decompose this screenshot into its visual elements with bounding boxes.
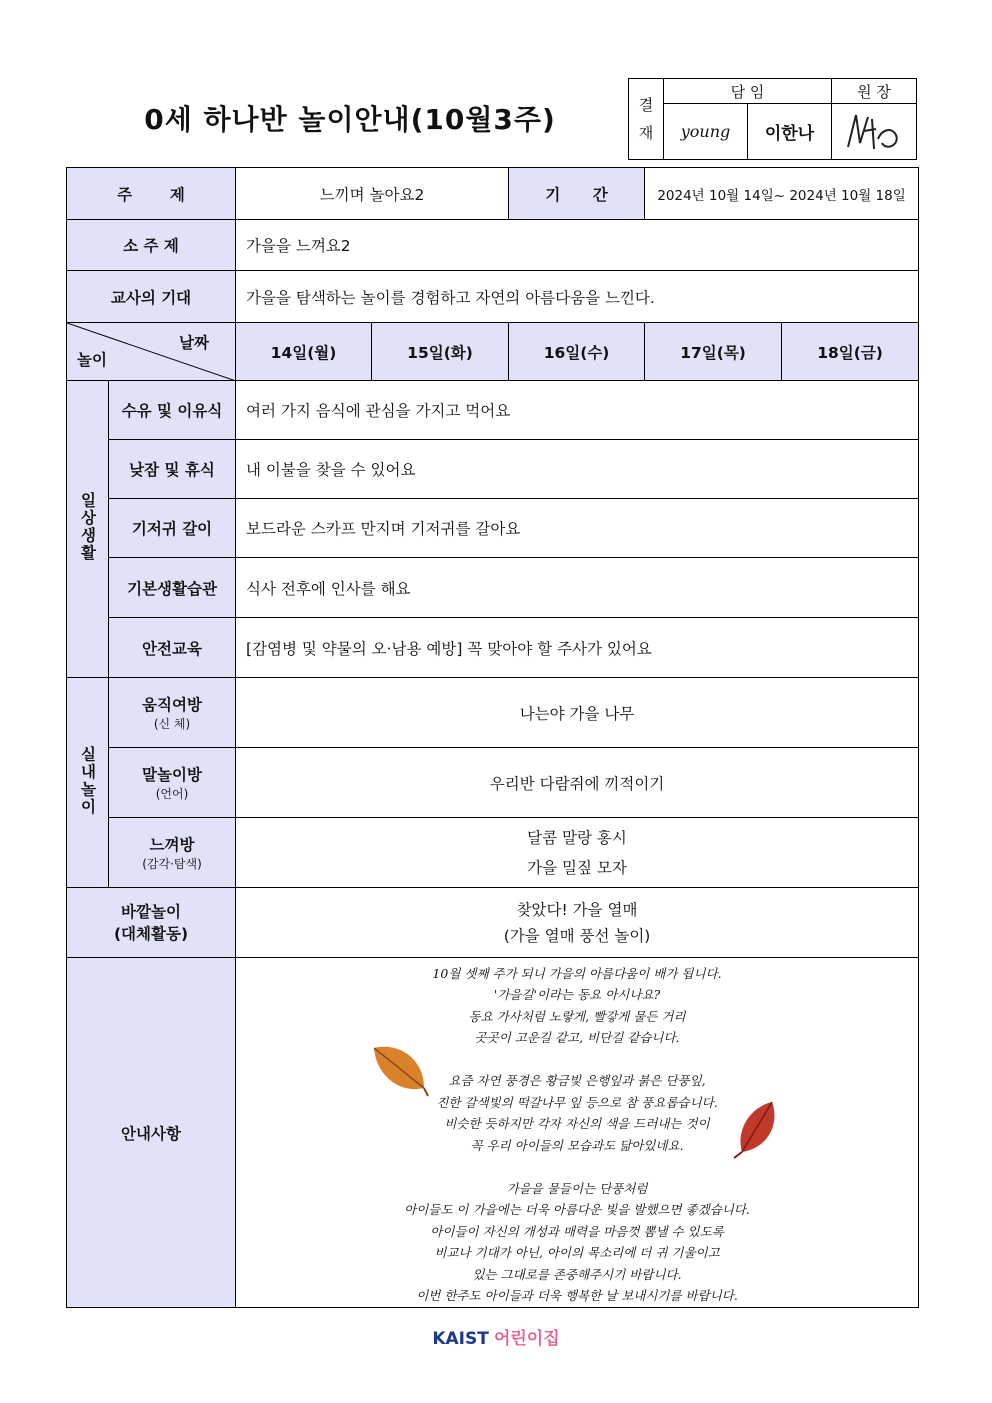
plan-table [66, 167, 919, 1308]
daily-row-label: 낮잠 및 휴식 [109, 440, 236, 499]
notice-line: 가을을 물들이는 단풍처럼 [506, 1180, 648, 1196]
indoor-row-value: 우리반 다람쥐에 끼적이기 [236, 748, 919, 818]
indoor-row-value [236, 818, 919, 888]
indoor-row-label [109, 748, 236, 818]
daily-row-value: [감염병 및 약물의 오·남용 예방] 꼭 맞아야 할 주사가 있어요 [236, 618, 919, 678]
expect-label: 교사의 기대 [67, 271, 236, 323]
footer-center: 어린이집 [493, 1329, 560, 1349]
director-header: 원 장 [832, 79, 917, 104]
outdoor-label [67, 888, 236, 958]
notice-line [236, 1156, 918, 1178]
indoor-row-label [109, 818, 236, 888]
daily-group-text: 일상생활 [78, 492, 97, 562]
diag-play-label: 놀이 [77, 351, 107, 369]
daily-row-label: 기저귀 갈이 [109, 499, 236, 558]
teacher-signature-2-text: 이한나 [764, 124, 815, 145]
day-header: 14일(월) [236, 323, 372, 381]
indoor-line: 달콤 말랑 홍시 [527, 828, 627, 847]
notice-label: 안내사항 [67, 958, 236, 1308]
diag-date-label: 날짜 [179, 334, 210, 352]
notice-line: 있는 그대로를 존중해주시기 바랍니다. [472, 1266, 682, 1282]
daily-row-label: 수유 및 이유식 [109, 381, 236, 440]
notice-body [236, 958, 919, 1308]
day-header: 16일(수) [509, 323, 645, 381]
indoor-row-title: 움직여방 [142, 696, 202, 714]
approval-gyeol: 결 [638, 96, 654, 114]
daily-row-value: 여러 가지 음식에 관심을 가지고 먹어요 [236, 381, 919, 440]
teacher-header: 담 임 [664, 79, 832, 104]
daily-group-label [67, 381, 109, 678]
notice-line [236, 1049, 918, 1071]
notice-line: 꼭 우리 아이들의 모습과도 닮아있네요. [470, 1137, 684, 1153]
teacher-signature-2 [748, 104, 832, 160]
notice-line: 비슷한 듯하지만 각자 자신의 색을 드러내는 것이 [444, 1116, 710, 1131]
notice-line: 이번 한주도 아이들과 더욱 행복한 날 보내시기를 바랍니다. [416, 1288, 738, 1303]
indoor-row-title: 느껴방 [149, 836, 195, 854]
notice-line: 아이들이 자신의 개성과 매력을 마음껏 뽐낼 수 있도록 [430, 1223, 724, 1239]
notice-text [236, 959, 918, 1307]
expect-value: 가을을 탐색하는 놀이를 경험하고 자연의 아름다움을 느낀다. [236, 271, 919, 323]
date-play-header [67, 323, 236, 381]
approval-label [629, 79, 664, 160]
notice-line: 아이들도 이 가을에는 더욱 아름다운 빛을 발했으면 좋겠습니다. [404, 1202, 750, 1217]
notice-line: 동요 가사처럼 노랗게, 빨갛게 물든 거리 [468, 1008, 686, 1024]
notice-line: '가을길'이라는 동요 아시나요? [493, 987, 661, 1002]
daily-row-label: 기본생활습관 [109, 558, 236, 618]
period-label: 기 간 [509, 168, 645, 220]
teacher-signature-1-text: young [680, 122, 731, 142]
approval-box [628, 78, 917, 160]
notice-line: 10월 셋째 주가 되니 가을의 아름다움이 배가 됩니다. [432, 965, 722, 981]
outdoor-line-1: 찾았다! 가을 열매 [516, 900, 638, 919]
indoor-row-value: 나는야 가을 나무 [236, 678, 919, 748]
page-title: 0세 하나반 놀이안내(10월3주) [144, 103, 556, 136]
notice-line: 요즘 자연 풍경은 황금빛 은행잎과 붉은 단풍잎, [448, 1073, 706, 1088]
footer-logo [0, 1324, 992, 1349]
outdoor-label-2: (대체활동) [113, 924, 189, 943]
footer-kaist: KAIST [432, 1329, 489, 1349]
indoor-row-sub: (언어) [155, 787, 189, 801]
notice-line: 진한 갈색빛의 떡갈나무 잎 등으로 참 풍요롭습니다. [436, 1094, 718, 1110]
indoor-row-sub: (감각·탐색) [142, 857, 202, 871]
indoor-row-label [109, 678, 236, 748]
director-signature [832, 104, 917, 160]
daily-row-value: 보드라운 스카프 만지며 기저귀를 갈아요 [236, 499, 919, 558]
indoor-group-label [67, 678, 109, 888]
daily-row-value: 식사 전후에 인사를 해요 [236, 558, 919, 618]
day-header: 15일(화) [372, 323, 509, 381]
subtheme-label: 소 주 제 [67, 220, 236, 271]
subtheme-value: 가을을 느껴요2 [236, 220, 919, 271]
theme-label: 주 제 [67, 168, 236, 220]
teacher-signature-1 [664, 104, 748, 160]
daily-row-value: 내 이불을 찾을 수 있어요 [236, 440, 919, 499]
day-header: 18일(금) [782, 323, 919, 381]
theme-value: 느끼며 놀아요2 [236, 168, 509, 220]
daily-row-label: 안전교육 [109, 618, 236, 678]
notice-line: 곳곳이 고운길 같고, 비단길 같습니다. [474, 1030, 680, 1045]
period-value: 2024년 10월 14일~ 2024년 10월 18일 [645, 168, 919, 220]
outdoor-line-2: (가을 열매 풍선 놀이) [503, 926, 651, 945]
notice-line: 비교나 기대가 아닌, 아이의 목소리에 더 귀 기울이고 [434, 1245, 720, 1260]
indoor-row-title: 말놀이방 [142, 766, 202, 784]
outdoor-value [236, 888, 919, 958]
day-header: 17일(목) [645, 323, 782, 381]
outdoor-label-1: 바깥놀이 [121, 902, 181, 921]
indoor-line: 가을 밀짚 모자 [527, 858, 627, 877]
indoor-group-text: 실내놀이 [78, 745, 97, 816]
approval-jae: 재 [638, 124, 654, 142]
signature-scribble-icon [842, 109, 906, 155]
indoor-row-sub: (신 체) [153, 717, 191, 731]
